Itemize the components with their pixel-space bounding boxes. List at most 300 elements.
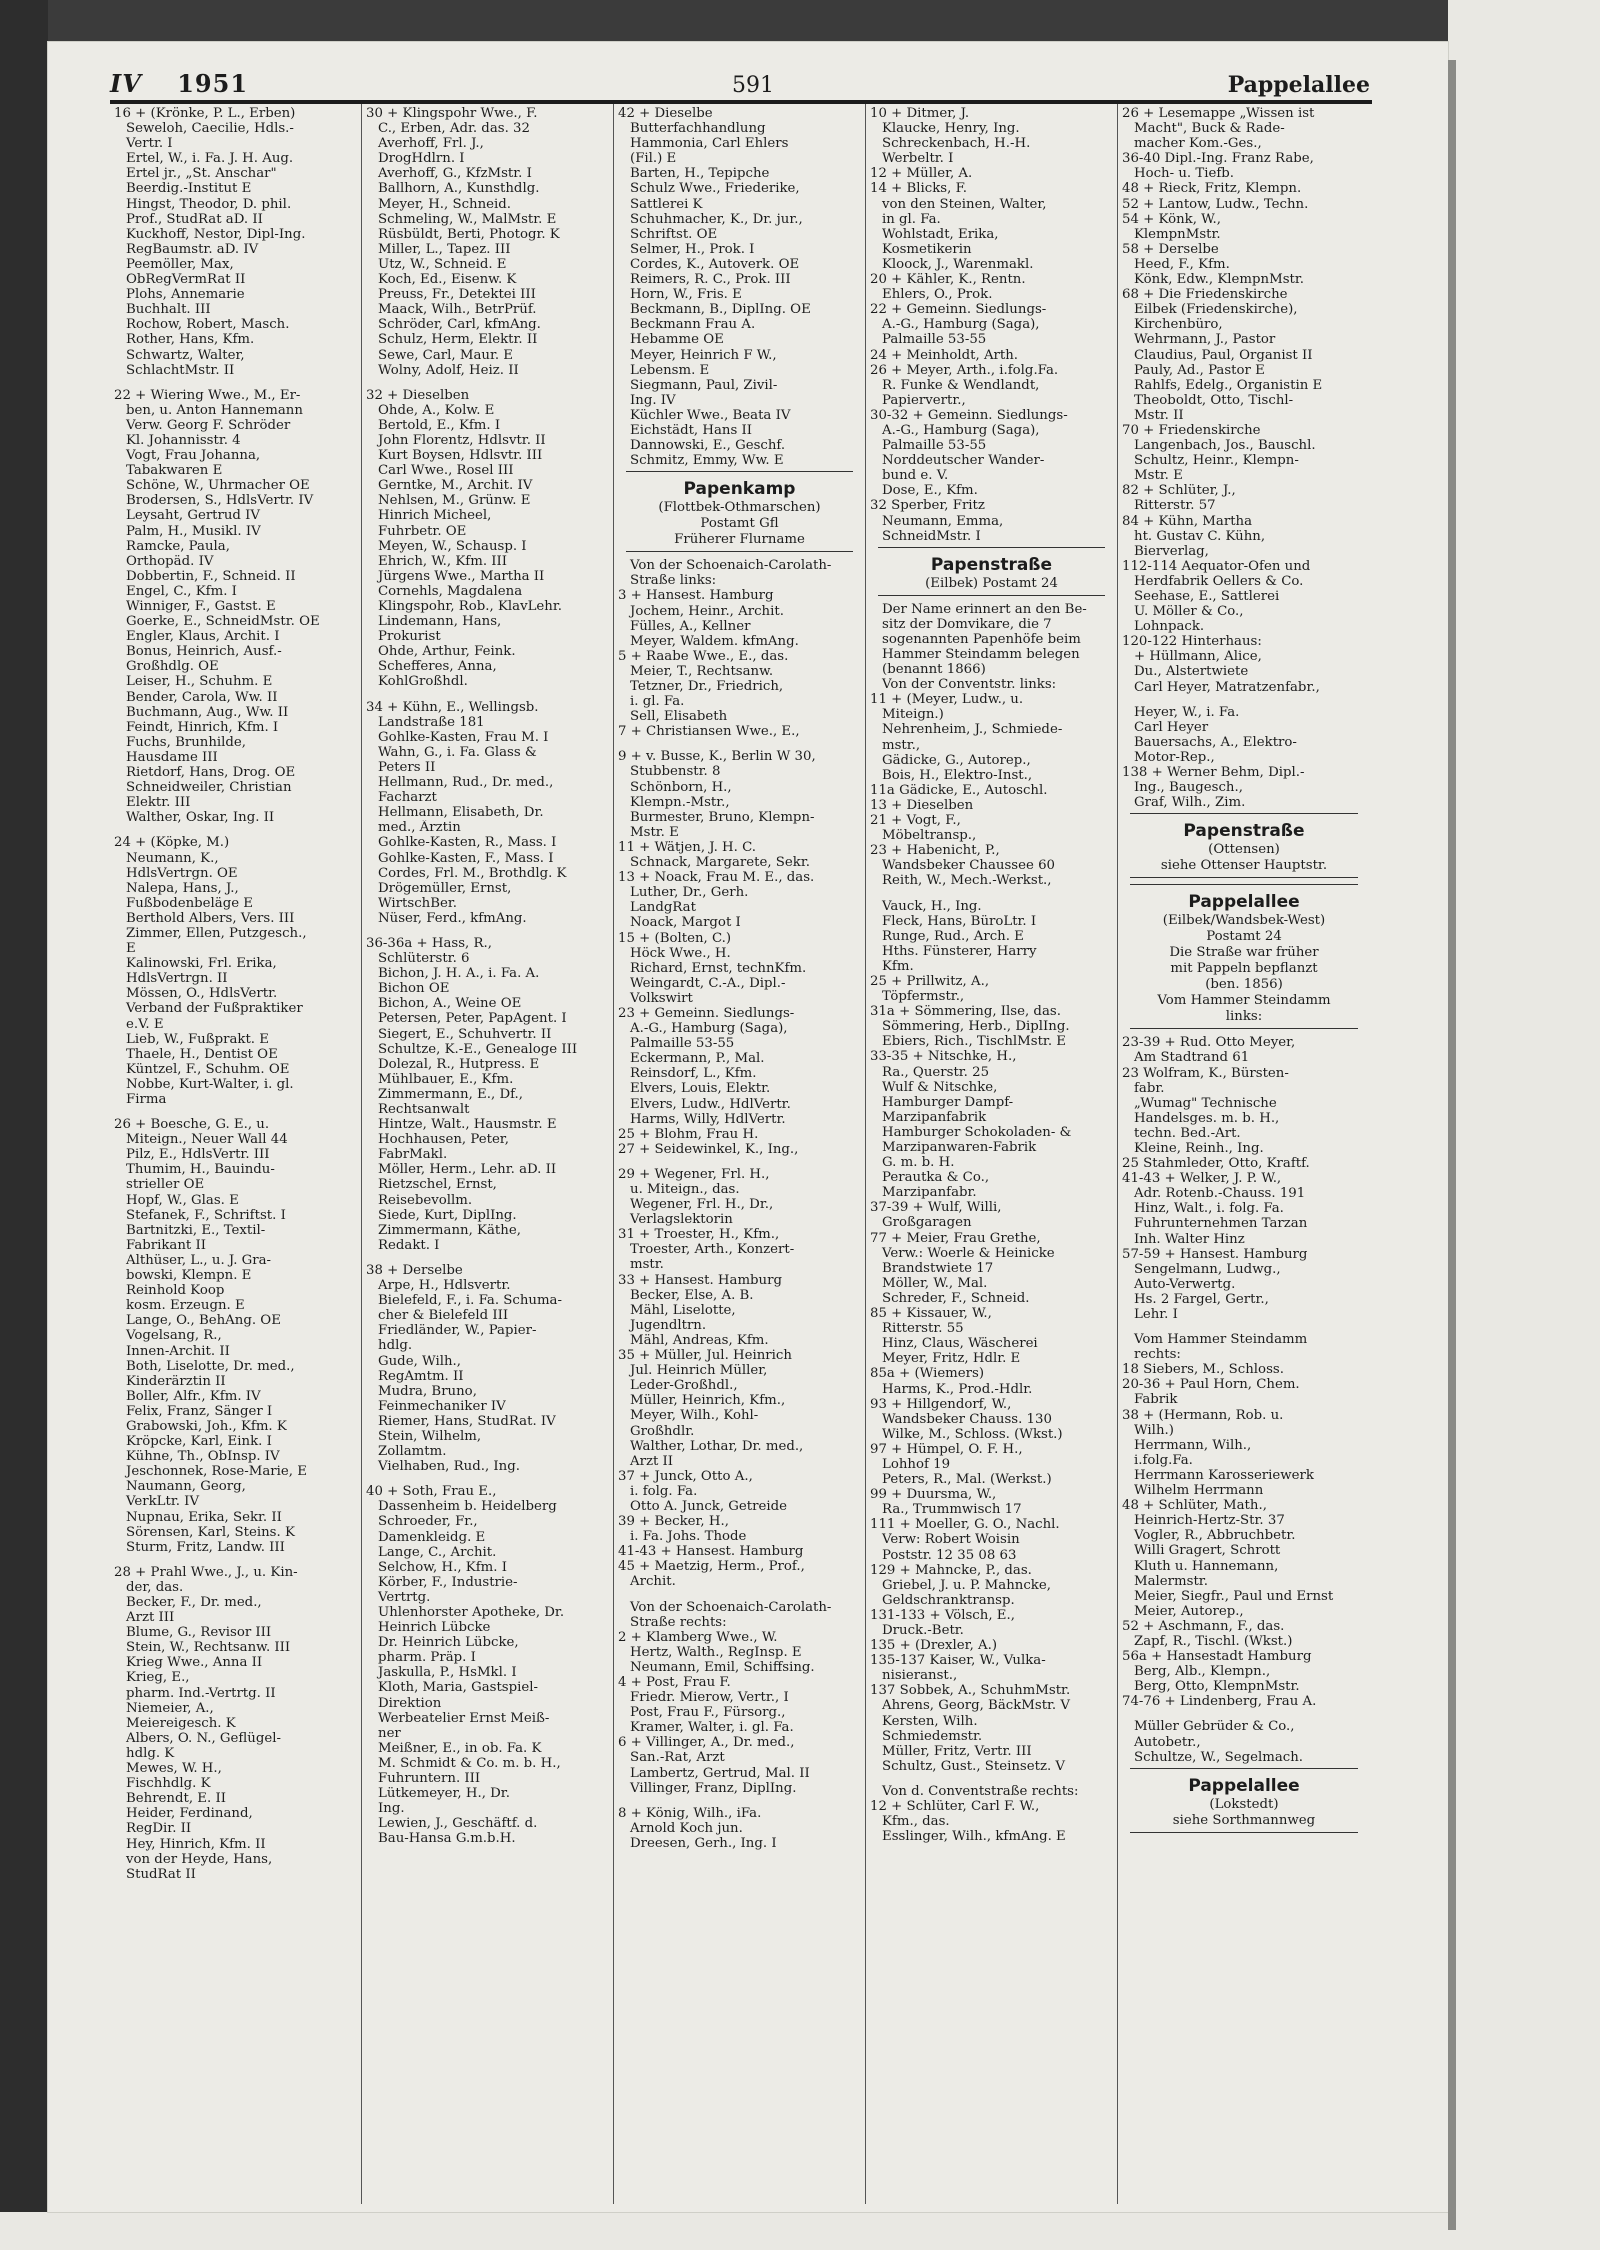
resident-entry: Bichon, J. H. A., i. Fa. A. — [378, 966, 540, 982]
house-number-entry: 85a + (Wiemers) — [870, 1366, 985, 1382]
resident-entry: RegBaumstr. aD. IV — [126, 241, 259, 257]
resident-entry: Carl Heyer — [1134, 719, 1209, 735]
resident-entry: Theoboldt, Otto, Tischl- — [1134, 392, 1294, 408]
resident-entry: Blume, G., Revisor III — [126, 1625, 272, 1641]
resident-entry: Boller, Alfr., Kfm. IV — [126, 1388, 261, 1404]
resident-entry: Friedr. Mierow, Vertr., I — [630, 1690, 789, 1706]
resident-entry: Lebensm. E — [630, 362, 710, 378]
resident-entry: Meyer, H., Schneid. — [378, 196, 512, 212]
resident-entry: Marzipanwaren-Fabrik — [882, 1140, 1037, 1155]
house-number-entry: 20 + Kähler, K., Rentn. — [870, 272, 1026, 288]
resident-entry: Althüser, L., u. J. Gra- — [126, 1252, 272, 1268]
street-heading-note: (Lokstedt) — [1209, 1796, 1279, 1812]
resident-entry: Vauck, H., Ing. — [882, 898, 982, 914]
resident-entry: Leder-Großhdl., — [630, 1378, 738, 1394]
resident-entry: Sewe, Carl, Maur. E — [378, 347, 514, 363]
house-number-entry: 3 + Hansest. Hamburg — [618, 588, 774, 604]
street-heading-note: (Eilbek) Postamt 24 — [925, 575, 1058, 591]
resident-entry: Gerntke, M., Archit. IV — [378, 478, 533, 494]
resident-entry: Marzipanfabrik — [882, 1109, 987, 1125]
house-number-entry: 4 + Post, Frau F. — [618, 1675, 731, 1690]
resident-entry: Großhdlr. — [630, 1423, 695, 1439]
resident-entry: Schultz, Gust., Steinsetz. V — [882, 1758, 1066, 1774]
scan-border-right — [1448, 0, 1600, 2250]
resident-entry: John Florentz, Hdlsvtr. II — [378, 432, 546, 448]
resident-entry: Hinz, Claus, Wäscherei — [882, 1336, 1038, 1352]
house-number-entry: 18 Siebers, M., Schloss. — [1122, 1362, 1284, 1378]
resident-entry: Troester, Arth., Konzert- — [630, 1242, 795, 1258]
resident-entry: Feinmechaniker IV — [378, 1398, 506, 1414]
resident-entry: Elvers, Louis, Elektr. — [630, 1081, 771, 1097]
resident-entry: Meyen, W., Schausp. I — [378, 538, 527, 554]
header-volume-year — [110, 69, 248, 98]
house-number-entry: 31 + Troester, H., Kfm., — [618, 1227, 780, 1243]
house-number-entry: 23 Wolfram, K., Bürsten- — [1122, 1065, 1289, 1081]
resident-entry: Von der Conventstr. links: — [882, 677, 1057, 693]
resident-entry: HdlsVertrgn. II — [126, 971, 228, 987]
resident-entry: Müller, Heinrich, Kfm., — [630, 1393, 786, 1409]
resident-entry: Gohlke-Kasten, F., Mass. I — [378, 850, 554, 866]
resident-entry: Grabowski, Joh., Kfm. K — [126, 1418, 287, 1434]
section-rule — [1130, 884, 1358, 885]
resident-entry: Arzt II — [630, 1453, 674, 1469]
street-running-title: Pappelallee — [1227, 72, 1370, 98]
resident-entry: Fußbodenbeläge E — [126, 895, 254, 911]
house-number-entry: 37-39 + Wulf, Willi, — [870, 1200, 1002, 1216]
resident-entry: ner — [378, 1725, 401, 1741]
resident-entry: Engler, Klaus, Archit. I — [126, 629, 280, 645]
resident-entry: Ing. IV — [630, 392, 676, 408]
house-number-entry: 70 + Friedenskirche — [1122, 422, 1261, 438]
resident-entry: Brodersen, S., HdlsVertr. IV — [126, 493, 314, 509]
street-heading-note: Postamt Gfl — [700, 516, 779, 532]
resident-entry: macher Kom.-Ges., — [1134, 136, 1262, 152]
resident-entry: Hinz, Walt., i. folg. Fa. — [1134, 1201, 1284, 1217]
house-number-entry: 27 + Seidewinkel, K., Ing., — [618, 1141, 799, 1157]
street-heading-note: (Eilbek/Wandsbek-West) — [1162, 913, 1326, 929]
resident-entry: Feindt, Hinrich, Kfm. I — [126, 719, 279, 735]
house-number-entry: 38 + (Hermann, Rob. u. — [1122, 1407, 1284, 1423]
resident-entry: Herrmann Karosseriewerk — [1134, 1467, 1314, 1483]
resident-entry: Leiser, H., Schuhm. E — [126, 674, 273, 690]
resident-entry: Averhoff, G., KfzMstr. I — [378, 166, 532, 182]
resident-entry: Am Stadtrand 61 — [1134, 1050, 1250, 1066]
house-number-entry: 23 + Gemeinn. Siedlungs- — [618, 1005, 795, 1021]
house-number-entry: 84 + Kühn, Martha — [1122, 513, 1253, 529]
house-number-entry: 138 + Werner Behm, Dipl.- — [1122, 765, 1305, 781]
resident-entry: RegAmtm. II — [378, 1368, 464, 1384]
resident-entry: Sömmering, Herb., DiplIng. — [882, 1019, 1070, 1035]
resident-entry: Jochem, Heinr., Archit. — [630, 603, 784, 619]
resident-entry: Meyer, Waldem. kfmAng. — [630, 633, 799, 649]
street-heading-note: Die Straße war früher — [1169, 945, 1319, 961]
resident-entry: Sturm, Fritz, Landw. III — [126, 1539, 285, 1555]
resident-entry: Vogelsang, R., — [126, 1328, 222, 1344]
resident-entry: Beerdig.-Institut E — [126, 181, 252, 197]
resident-entry: DrogHdlrn. I — [378, 151, 465, 167]
street-heading: Papenstraße — [1183, 821, 1305, 842]
street-heading: Pappelallee — [1188, 892, 1300, 913]
resident-entry: VerkLtr. IV — [126, 1494, 200, 1510]
resident-entry: Lohhof 19 — [882, 1456, 951, 1472]
section-rule — [626, 471, 853, 472]
volume-number: IV — [110, 69, 142, 98]
resident-entry: Plohs, Annemarie — [126, 287, 245, 303]
resident-entry: Mewes, W. H., — [126, 1761, 222, 1777]
house-number-entry: 35 + Müller, Jul. Heinrich — [618, 1348, 792, 1364]
resident-entry: Lindemann, Hans, — [378, 614, 502, 630]
resident-entry: San.-Rat, Arzt — [630, 1750, 725, 1766]
resident-entry: Geldschranktransp. — [882, 1592, 1015, 1608]
resident-entry: Dobbertin, F., Schneid. II — [126, 568, 296, 584]
resident-entry: Reisebevollm. — [378, 1192, 473, 1208]
house-number-entry: 48 + Rieck, Fritz, Klempn. — [1122, 181, 1302, 197]
resident-entry: Küchler Wwe., Beata IV — [630, 407, 791, 423]
resident-entry: Runge, Rud., Arch. E — [882, 928, 1024, 944]
resident-entry: Beckmann Frau A. — [630, 317, 756, 333]
resident-entry: Hebamme OE — [630, 332, 724, 348]
resident-entry: Bichon OE — [378, 981, 450, 997]
resident-entry: SchneidMstr. I — [882, 528, 981, 544]
resident-entry: Kfm. — [882, 958, 914, 974]
resident-entry: Kersten, Wilh. — [882, 1713, 978, 1729]
house-number-entry: 25 Stahmleder, Otto, Kraftf. — [1122, 1156, 1310, 1172]
resident-entry: (Fil.) E — [630, 151, 677, 167]
resident-entry: Ritterstr. 57 — [1134, 498, 1216, 514]
resident-entry: Möller, Herm., Lehr. aD. II — [378, 1162, 557, 1178]
house-number-entry: 68 + Die Friedenskirche — [1122, 287, 1288, 303]
entry-spacer — [618, 1157, 861, 1167]
resident-entry: Elektr. III — [126, 795, 191, 811]
resident-entry: Brandstwiete 17 — [882, 1260, 994, 1276]
resident-entry: techn. Bed.-Art. — [1134, 1125, 1241, 1141]
resident-entry: Nupnau, Erika, Sekr. II — [126, 1509, 282, 1525]
resident-entry: SchlachtMstr. II — [126, 362, 235, 378]
resident-entry: Schöne, W., Uhrmacher OE — [126, 478, 310, 494]
column-1 — [110, 104, 362, 2204]
resident-entry: Nehlsen, M., Grünw. E — [378, 493, 531, 509]
house-number-entry: 5 + Raabe Wwe., E., das. — [618, 648, 789, 664]
resident-entry: Kfm., das. — [882, 1814, 950, 1830]
house-number-entry: 15 + (Bolten, C.) — [618, 930, 732, 946]
resident-entry: bowski, Klempn. E — [126, 1268, 252, 1284]
entry-spacer — [870, 1774, 1113, 1784]
resident-entry: Graf, Wilh., Zim. — [1134, 795, 1246, 811]
resident-entry: Engel, C., Kfm. I — [126, 583, 237, 599]
resident-entry: Leysaht, Gertrud IV — [126, 508, 261, 524]
resident-entry: Wandsbeker Chauss. 130 — [882, 1411, 1052, 1427]
resident-entry: Kuckhoff, Nestor, Dipl-Ing. — [126, 226, 306, 242]
resident-entry: Averhoff, Frl. J., — [378, 136, 484, 152]
resident-entry: Arzt III — [126, 1610, 175, 1626]
resident-entry: Schultze, K.-E., Genealoge III — [378, 1041, 578, 1057]
resident-entry: Peters, R., Mal. (Werkst.) — [882, 1472, 1052, 1488]
resident-entry: Vertr. I — [126, 136, 173, 152]
resident-entry: Selmer, H., Prok. I — [630, 241, 755, 257]
street-heading-note: links: — [1225, 1009, 1263, 1025]
resident-entry: Verw: Robert Woisin — [882, 1532, 1020, 1548]
resident-entry: sitz der Domvikare, die 7 — [882, 616, 1052, 632]
resident-entry: Nüser, Ferd., kfmAng. — [378, 910, 527, 926]
resident-entry: HdlsVertrgn. OE — [126, 865, 238, 881]
resident-entry: ben, u. Anton Hannemann — [126, 402, 303, 418]
resident-entry: Mössen, O., HdlsVertr. — [126, 986, 278, 1002]
resident-entry: Peters II — [378, 759, 436, 775]
resident-entry: i. folg. Fa. — [630, 1483, 698, 1499]
resident-entry: Mühlbauer, E., Kfm. — [378, 1071, 514, 1087]
resident-entry: Dannowski, E., Geschf. — [630, 438, 786, 454]
page-edge-shadow — [1448, 60, 1456, 2230]
resident-entry: Hamburger Schokoladen- & — [882, 1124, 1072, 1140]
resident-entry: Herdfabrik Oellers & Co. — [1134, 573, 1304, 589]
resident-entry: Kramer, Walter, i. gl. Fa. — [630, 1720, 794, 1736]
resident-entry: Esslinger, Wilh., kfmAng. E — [882, 1829, 1066, 1845]
resident-entry: Bielefeld, F., i. Fa. Schuma- — [378, 1293, 562, 1309]
resident-entry: Buchhalt. III — [126, 302, 211, 318]
resident-entry: Sattlerei K — [630, 196, 703, 212]
resident-entry: Fuhrbetr. OE — [378, 523, 467, 539]
house-number-entry: 7 + Christiansen Wwe., E., — [618, 724, 800, 740]
house-number-entry: 21 + Vogt, F., — [870, 813, 961, 829]
resident-entry: Palmaille 53-55 — [882, 332, 987, 348]
entry-spacer — [366, 378, 609, 388]
resident-entry: Koch, Ed., Eisenw. K — [378, 272, 517, 288]
resident-entry: Behrendt, E. II — [126, 1791, 226, 1807]
resident-entry: Pauly, Ad., Pastor E — [1134, 362, 1265, 378]
street-heading-note: (Flottbek-Othmarschen) — [658, 500, 821, 516]
resident-entry: Carl Heyer, Matratzenfabr., — [1134, 679, 1320, 695]
resident-entry: strieller OE — [126, 1177, 205, 1193]
resident-entry: Ra., Querstr. 25 — [882, 1064, 990, 1080]
resident-entry: Schneidweiler, Christian — [126, 780, 292, 796]
house-number-entry: 38 + Derselbe — [366, 1262, 463, 1278]
house-number-entry: 34 + Kühn, E., Wellingsb. — [366, 699, 539, 715]
resident-entry: Schreckenbach, H.-H. — [882, 136, 1031, 152]
house-number-entry: 30-32 + Gemeinn. Siedlungs- — [870, 407, 1068, 423]
resident-entry: Zapf, R., Tischl. (Wkst.) — [1134, 1633, 1293, 1649]
resident-entry: Lehr. I — [1134, 1307, 1178, 1322]
entry-spacer — [618, 1590, 861, 1600]
resident-entry: kosm. Erzeugn. E — [126, 1298, 245, 1314]
resident-entry: Schmiedemstr. — [882, 1728, 983, 1744]
resident-entry: Mähl, Liselotte, — [630, 1302, 736, 1318]
resident-entry: Claudius, Paul, Organist II — [1134, 347, 1313, 363]
house-number-entry: 26 + Meyer, Arth., i.folg.Fa. — [870, 362, 1059, 378]
resident-entry: Prokurist — [378, 629, 441, 645]
resident-entry: Adr. Rotenb.-Chauss. 191 — [1134, 1186, 1306, 1202]
resident-entry: Heyer, W., i. Fa. — [1134, 704, 1240, 720]
house-number-entry: 36-36a + Hass, R., — [366, 935, 492, 951]
house-number-entry: 135-137 Kaiser, W., Vulka- — [870, 1653, 1046, 1669]
resident-entry: Herrmann, Wilh., — [1134, 1437, 1252, 1453]
resident-entry: Thumim, H., Bauindu- — [126, 1162, 275, 1178]
resident-entry: Sell, Elisabeth — [630, 709, 728, 725]
house-number-entry: 6 + Villinger, A., Dr. med., — [618, 1735, 795, 1751]
house-number-entry: 37 + Junck, Otto A., — [618, 1468, 753, 1484]
resident-entry: Neumann, Emma, — [882, 513, 1004, 529]
resident-entry: Kirchenbüro, — [1134, 317, 1223, 333]
resident-entry: G. m. b. H. — [882, 1155, 955, 1171]
resident-entry: Bauersachs, A., Elektro- — [1134, 734, 1297, 750]
resident-entry: Hintze, Walt., Hausmstr. E — [378, 1117, 557, 1133]
resident-entry: Krieg Wwe., Anna II — [126, 1655, 263, 1671]
resident-entry: FabrMakl. — [378, 1147, 448, 1163]
resident-entry: ObRegVermRat II — [126, 272, 246, 288]
resident-entry: Willi Gragert, Schrott — [1134, 1543, 1281, 1559]
resident-entry: Schultz, Heinr., Klempn- — [1134, 453, 1299, 469]
resident-entry: Bertold, E., Kfm. I — [378, 417, 501, 433]
resident-entry: Miteign.) — [882, 707, 944, 723]
resident-entry: Zimmermann, Käthe, — [378, 1222, 521, 1238]
house-number-entry: 36-40 Dipl.-Ing. Franz Rabe, — [1122, 151, 1314, 167]
house-number-entry: 54 + Könk, W., — [1122, 211, 1221, 227]
resident-entry: Berg, Otto, KlempnMstr. — [1134, 1679, 1300, 1695]
resident-entry: Ing. — [378, 1801, 405, 1817]
section-rule — [1130, 813, 1358, 814]
resident-entry: Stein, W., Rechtsanw. III — [126, 1640, 291, 1656]
house-number-entry: 77 + Meier, Frau Grethe, — [870, 1230, 1041, 1246]
resident-entry: Damenkleidg. E — [378, 1529, 486, 1545]
resident-entry: Neumann, Emil, Schiffsing. — [630, 1659, 815, 1675]
section-rule — [1130, 1028, 1358, 1029]
resident-entry: Lütkemeyer, H., Dr. — [378, 1786, 510, 1802]
resident-entry: Straße rechts: — [630, 1614, 727, 1630]
resident-entry: Macht", Buck & Rade- — [1134, 121, 1285, 137]
resident-entry: Mudra, Bruno, — [378, 1383, 477, 1399]
resident-entry: Hopf, W., Glas. E — [126, 1192, 239, 1208]
resident-entry: Marzipanfabr. — [882, 1185, 977, 1201]
resident-entry: Heider, Ferdinand, — [126, 1806, 253, 1822]
resident-entry: Meyer, Fritz, Hdlr. E — [882, 1351, 1021, 1367]
street-heading: Pappelallee — [1188, 1775, 1300, 1796]
house-number-entry: 2 + Klamberg Wwe., W. — [618, 1629, 778, 1645]
resident-entry: Körber, F., Industrie- — [378, 1574, 518, 1590]
resident-entry: Höck Wwe., H. — [630, 945, 731, 961]
house-number-entry: 32 Sperber, Fritz — [870, 498, 985, 514]
entry-spacer — [114, 825, 357, 835]
street-heading-note: Früherer Flurname — [674, 532, 805, 548]
resident-entry: Lange, O., BehAng. OE — [126, 1313, 281, 1329]
entry-spacer — [114, 378, 357, 388]
resident-entry: Zimmer, Ellen, Putzgesch., — [126, 925, 307, 941]
resident-entry: Burmester, Bruno, Klempn- — [630, 809, 815, 825]
street-heading-note: Vom Hammer Steindamm — [1157, 993, 1331, 1009]
resident-entry: Kröpcke, Karl, Eink. I — [126, 1434, 272, 1450]
resident-entry: Lewien, J., Geschäftf. d. — [378, 1816, 538, 1832]
resident-entry: Beckmann, B., DiplIng. OE — [630, 302, 811, 318]
resident-entry: Cornehls, Magdalena — [378, 583, 523, 599]
resident-entry: Druck.-Betr. — [882, 1623, 964, 1638]
house-number-entry: 45 + Maetzig, Herm., Prof., — [618, 1559, 805, 1575]
house-number-entry: 11 + Wätjen, J. H. C. — [618, 839, 757, 855]
resident-entry: Otto A. Junck, Getreide — [630, 1498, 787, 1514]
house-number-entry: 135 + (Drexler, A.) — [870, 1638, 998, 1654]
resident-entry: Wilhelm Herrmann — [1134, 1483, 1264, 1499]
entry-spacer — [618, 739, 861, 749]
resident-entry: Ra., Trummwisch 17 — [882, 1502, 1022, 1518]
resident-entry: Becker, Else, A. B. — [630, 1287, 754, 1303]
resident-entry: Zimmermann, E., Df., — [378, 1086, 523, 1102]
resident-entry: E — [126, 941, 136, 957]
resident-entry: Reimers, R. C., Prok. III — [630, 272, 791, 288]
resident-entry: Rüsbüldt, Berti, Photogr. K — [378, 226, 560, 242]
resident-entry: Werbeltr. I — [882, 151, 954, 167]
resident-entry: hdlg. — [378, 1338, 413, 1354]
house-number-entry: 74-76 + Lindenberg, Frau A. — [1122, 1694, 1317, 1710]
resident-entry: Rother, Hans, Kfm. — [126, 332, 255, 348]
resident-entry: Palmaille 53-55 — [882, 438, 987, 454]
resident-entry: sogenannten Papenhöfe beim — [882, 631, 1081, 647]
house-number-entry: 58 + Derselbe — [1122, 241, 1219, 257]
house-number-entry: 12 + Müller, A. — [870, 166, 973, 182]
entry-spacer — [618, 1796, 861, 1806]
column-4 — [866, 104, 1118, 2204]
resident-entry: Heinrich Lübcke — [378, 1620, 491, 1636]
resident-entry: Lohnpack. — [1134, 619, 1205, 635]
resident-entry: Villinger, Franz, DiplIng. — [630, 1780, 797, 1796]
resident-entry: Ehlers, O., Prok. — [882, 287, 993, 303]
resident-entry: Kl. Johannisstr. 4 — [126, 432, 241, 448]
house-number-entry: 8 + König, Wilh., iFa. — [618, 1805, 762, 1821]
resident-entry: Selchow, H., Kfm. I — [378, 1559, 507, 1575]
resident-entry: Eichstädt, Hans II — [630, 422, 753, 438]
resident-entry: Ertel, W., i. Fa. J. H. Aug. — [126, 151, 294, 167]
resident-entry: Goerke, E., SchneidMstr. OE — [126, 614, 320, 630]
resident-entry: Hammer Steindamm belegen — [882, 647, 1080, 662]
section-rule — [626, 551, 853, 552]
resident-entry: Küntzel, F., Schuhm. OE — [126, 1061, 290, 1077]
resident-entry: Zollamtm. — [378, 1444, 447, 1460]
resident-entry: med., Ärztin — [378, 820, 461, 836]
resident-entry: Jul. Heinrich Müller, — [630, 1363, 768, 1379]
house-number-entry: 9 + v. Busse, K., Berlin W 30, — [618, 749, 816, 765]
scan-border-bottom — [0, 2212, 1600, 2250]
resident-entry: von der Heyde, Hans, — [126, 1851, 273, 1867]
resident-entry: Schuhmacher, K., Dr. jur., — [630, 211, 803, 227]
resident-entry: Meier, Siegfr., Paul und Ernst — [1134, 1588, 1334, 1604]
resident-entry: Meiereigesch. K — [126, 1715, 236, 1731]
year: 1951 — [177, 69, 249, 98]
resident-entry: Albers, O. N., Geflügel- — [126, 1730, 281, 1746]
resident-entry: Palm, H., Musikl. IV — [126, 523, 261, 539]
resident-entry: Kurt Boysen, Hdlsvtr. III — [378, 448, 543, 464]
resident-entry: Schulz, Herm, Elektr. II — [378, 332, 538, 348]
resident-entry: Eilbek (Friedenskirche), — [1134, 302, 1298, 318]
resident-entry: Peemöller, Max, — [126, 256, 234, 272]
resident-entry: Lambertz, Gertrud, Mal. II — [630, 1765, 810, 1781]
resident-entry: U. Möller & Co., — [1134, 604, 1244, 620]
resident-entry: Verlagslektorin — [630, 1212, 733, 1228]
resident-entry: Motor-Rep., — [1134, 749, 1215, 765]
resident-entry: fabr. — [1134, 1080, 1165, 1096]
resident-entry: Kalinowski, Frl. Erika, — [126, 956, 277, 972]
resident-entry: i. gl. Fa. — [630, 694, 685, 710]
entry-spacer — [366, 926, 609, 936]
resident-entry: Seweloh, Caecilie, Hdls.- — [126, 121, 294, 137]
resident-entry: Vogler, R., Abbruchbetr. — [1134, 1528, 1296, 1544]
resident-entry: Schlüterstr. 6 — [378, 951, 470, 967]
resident-entry: Palmaille 53-55 — [630, 1036, 735, 1052]
house-number-entry: 25 + Prillwitz, A., — [870, 973, 990, 989]
resident-entry: ht. Gustav C. Kühn, — [1134, 528, 1266, 544]
resident-entry: Felix, Franz, Sänger I — [126, 1403, 273, 1419]
house-number-entry: 40 + Soth, Frau E., — [366, 1484, 497, 1500]
resident-entry: Heed, F., Kfm. — [1134, 256, 1230, 272]
resident-entry: Fischhdlg. K — [126, 1776, 211, 1792]
entry-spacer — [1122, 1709, 1366, 1719]
house-number-entry: 52 + Lantow, Ludw., Techn. — [1122, 196, 1309, 212]
house-number-entry: 52 + Aschmann, F., das. — [1122, 1618, 1285, 1634]
